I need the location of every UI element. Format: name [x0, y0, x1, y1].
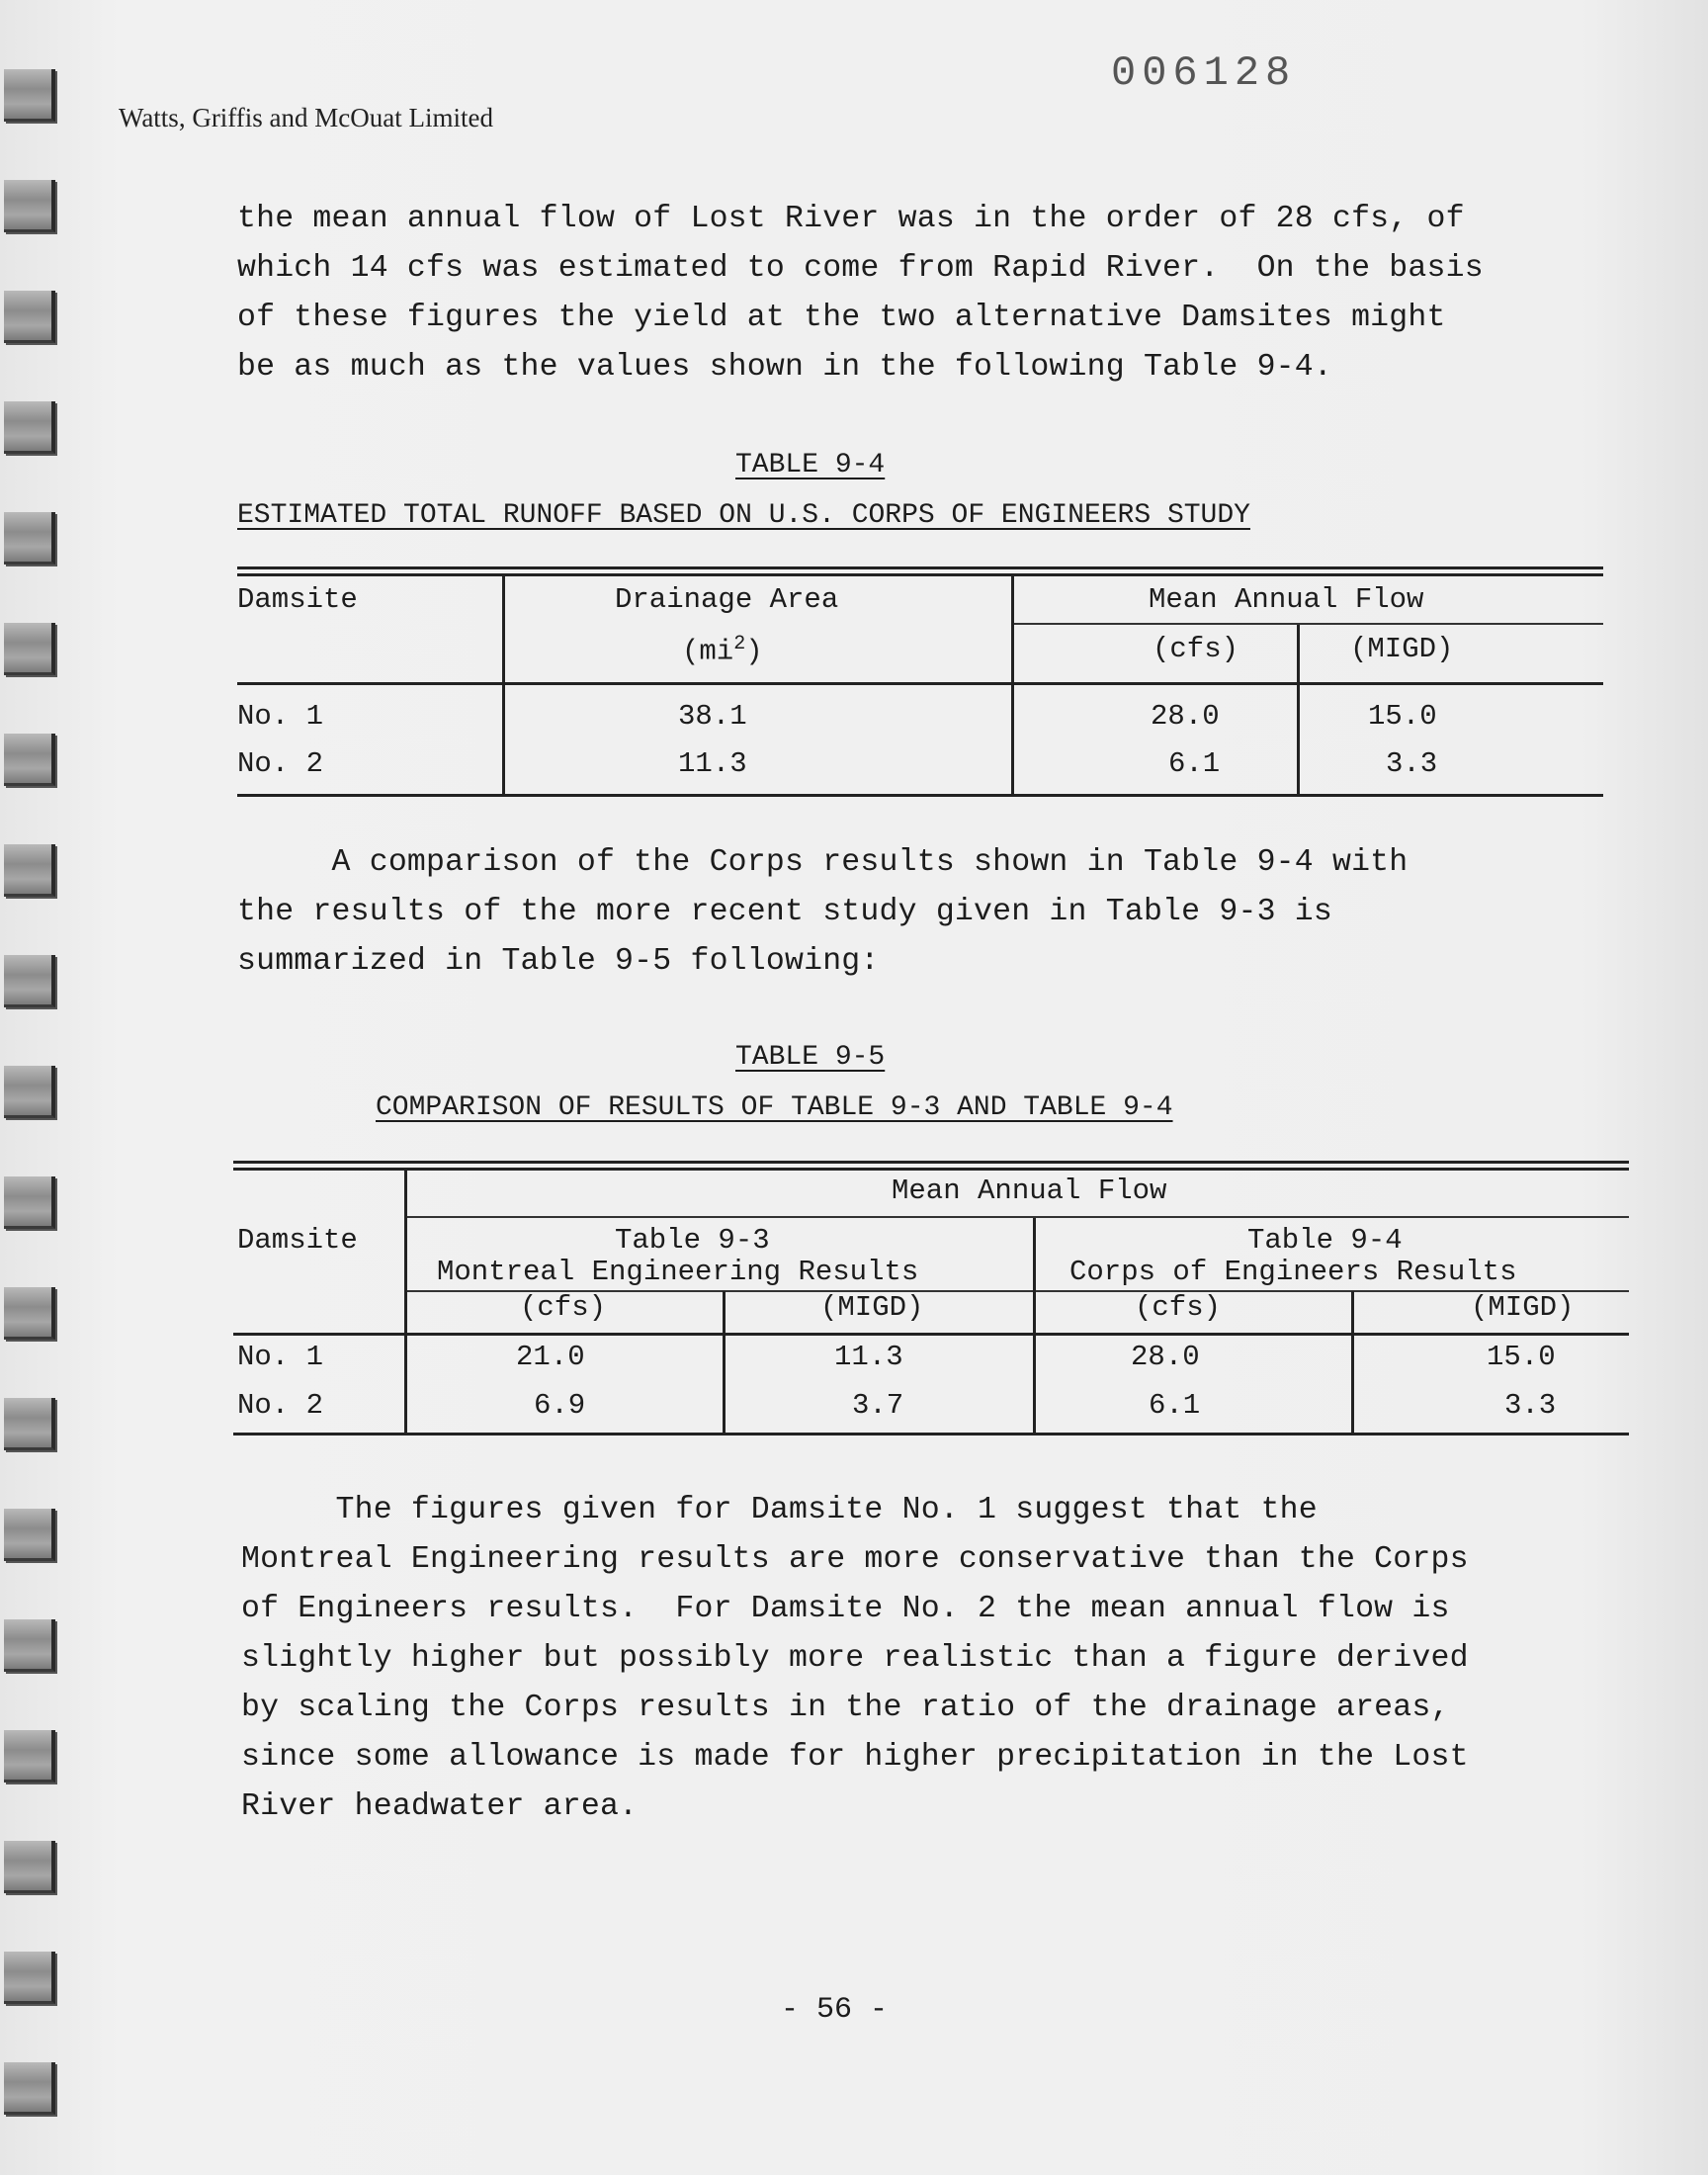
- binding-tab: [4, 1398, 55, 1450]
- column-group-montreal-title: Montreal Engineering Results: [437, 1256, 919, 1288]
- text-line: since some allowance is made for higher precipitation in the Lost: [241, 1740, 1469, 1775]
- cell-montreal-cfs: 6.9: [534, 1389, 586, 1422]
- binding-tab: [4, 623, 55, 675]
- text-line: the results of the more recent study given in Table 9-3 is: [237, 895, 1332, 929]
- cell-montreal-cfs: 21.0: [516, 1341, 585, 1373]
- text-line: be as much as the values shown in the following Table 9-4.: [237, 350, 1332, 385]
- table-column-rule: [502, 575, 505, 795]
- cell-corps-cfs: 6.1: [1149, 1389, 1201, 1422]
- binding-tab: [4, 69, 55, 122]
- column-header-mean-annual-flow: Mean Annual Flow: [1149, 583, 1424, 616]
- cell-corps-migd: 15.0: [1487, 1341, 1556, 1373]
- table-rule: [233, 1433, 1629, 1436]
- table-rule: [237, 794, 1603, 797]
- binding-tab: [4, 2062, 55, 2115]
- text-line: which 14 cfs was estimated to come from Rapid River. On the basis: [237, 251, 1484, 286]
- binding-tab: [4, 955, 55, 1007]
- column-header-drainage-unit: $(mi^2)$: [682, 633, 763, 668]
- binding-tab: [4, 1730, 55, 1783]
- table-rule: [233, 1168, 1629, 1171]
- table-column-rule: [723, 1291, 726, 1434]
- cell-migd: 3.3: [1386, 747, 1438, 780]
- table-rule: [405, 1216, 1629, 1218]
- cell-migd: 15.0: [1368, 700, 1437, 733]
- text-line: Montreal Engineering results are more conservative than the Corps: [241, 1542, 1469, 1577]
- binding-tab: [4, 1287, 55, 1340]
- cell-cfs: 6.1: [1168, 747, 1221, 780]
- column-header-drainage-area: Drainage Area: [615, 583, 839, 616]
- column-header-damsite: Damsite: [237, 583, 358, 616]
- binding-tab: [4, 1509, 55, 1561]
- binding-tab: [4, 1952, 55, 2004]
- binding-tab: [4, 1841, 55, 1893]
- table-column-rule: [1351, 1291, 1354, 1434]
- binding-tab: [4, 180, 55, 232]
- table-rule: [1012, 623, 1603, 625]
- table-label: TABLE 9-4: [735, 450, 886, 480]
- company-name: Watts, Griffis and McOuat Limited: [119, 103, 494, 132]
- column-header-damsite: Damsite: [237, 1224, 358, 1257]
- cell-damsite: No. 1: [237, 700, 324, 733]
- table-rule: [237, 682, 1603, 685]
- text-line: the mean annual flow of Lost River was in the order of 28 cfs, of: [237, 202, 1465, 236]
- column-group-corps-label: Table 9-4: [1247, 1224, 1403, 1257]
- table-rule: [233, 1333, 1629, 1336]
- table-title: COMPARISON OF RESULTS OF TABLE 9-3 AND TABLE 9-4: [376, 1092, 1173, 1123]
- cell-montreal-migd: 11.3: [834, 1341, 903, 1373]
- column-group-corps-title: Corps of Engineers Results: [1069, 1256, 1517, 1288]
- binding-tab: [4, 1066, 55, 1118]
- text-line: of Engineers results. For Damsite No. 2 the mean annual flow is: [241, 1592, 1450, 1626]
- table-rule: [233, 1161, 1629, 1164]
- cell-corps-cfs: 28.0: [1131, 1341, 1200, 1373]
- column-header-mean-annual-flow: Mean Annual Flow: [892, 1174, 1167, 1207]
- table-label: TABLE 9-5: [735, 1042, 886, 1073]
- binding-tab: [4, 734, 55, 786]
- binding-tab: [4, 1176, 55, 1229]
- cell-montreal-migd: 3.7: [852, 1389, 904, 1422]
- text-line: River headwater area.: [241, 1789, 639, 1824]
- text-line: slightly higher but possibly more realistic than a figure derived: [241, 1641, 1469, 1676]
- text-line: by scaling the Corps results in the ratio of the drainage areas,: [241, 1691, 1450, 1725]
- column-header-cfs: (cfs): [1153, 633, 1239, 665]
- column-header-migd: (MIGD): [1350, 633, 1454, 665]
- column-header-migd: (MIGD): [1471, 1291, 1575, 1324]
- cell-area: 11.3: [678, 747, 747, 780]
- cell-damsite: No. 2: [237, 747, 324, 780]
- column-header-cfs: (cfs): [1135, 1291, 1222, 1324]
- text-line: A comparison of the Corps results shown in Table 9-4 with: [237, 845, 1409, 880]
- text-line: summarized in Table 9-5 following:: [237, 944, 880, 979]
- table-column-rule: [1297, 625, 1300, 795]
- document-id: 006128: [1111, 49, 1297, 97]
- binding-tab: [4, 401, 55, 454]
- binding-tab: [4, 291, 55, 343]
- table-column-rule: [1011, 575, 1014, 795]
- table-rule: [237, 566, 1603, 569]
- cell-area: 38.1: [678, 700, 747, 733]
- text-line: of these figures the yield at the two alternative Damsites might: [237, 301, 1446, 335]
- cell-damsite: No. 1: [237, 1341, 324, 1373]
- table-rule: [237, 573, 1603, 576]
- column-header-migd: (MIGD): [820, 1291, 924, 1324]
- table-title: ESTIMATED TOTAL RUNOFF BASED ON U.S. CORPS OF ENGINEERS STUDY: [237, 500, 1250, 531]
- table-column-rule: [1033, 1218, 1036, 1434]
- binding-tab: [4, 1619, 55, 1672]
- column-group-montreal-label: Table 9-3: [615, 1224, 770, 1257]
- binding-tab: [4, 844, 55, 897]
- cell-damsite: No. 2: [237, 1389, 324, 1422]
- cell-cfs: 28.0: [1151, 700, 1220, 733]
- column-header-cfs: (cfs): [520, 1291, 607, 1324]
- spiral-binding: [0, 0, 59, 2175]
- text-line: The figures given for Damsite No. 1 suggest that the: [241, 1493, 1318, 1527]
- cell-corps-migd: 3.3: [1504, 1389, 1557, 1422]
- page-number: - 56 -: [781, 1993, 889, 2027]
- table-column-rule: [404, 1170, 407, 1434]
- binding-tab: [4, 512, 55, 565]
